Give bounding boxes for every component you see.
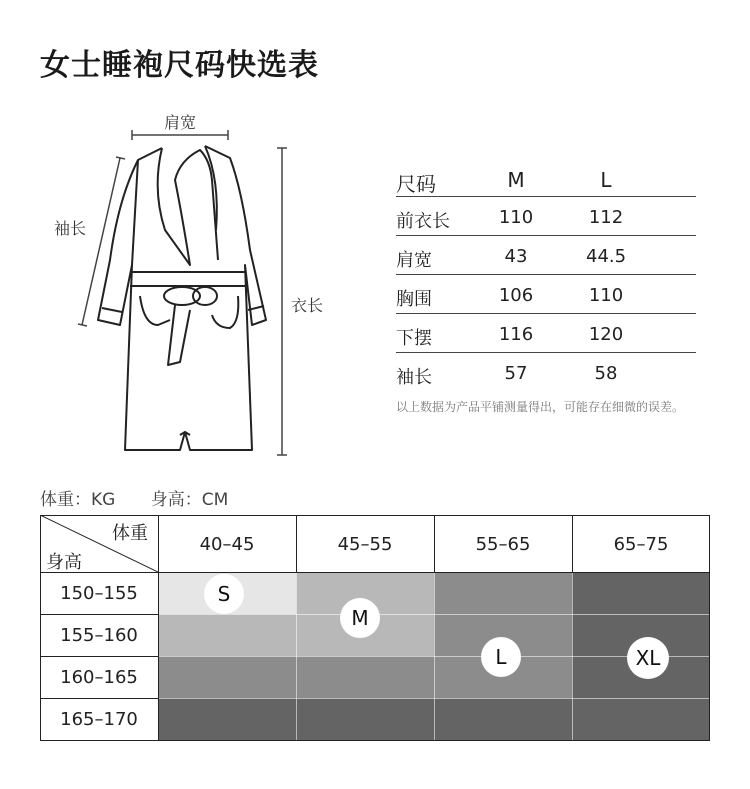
weight-col-4: 65–75	[613, 534, 669, 555]
row-label: 袖长	[396, 367, 432, 388]
units-legend	[40, 485, 258, 510]
size-badge-s: S	[204, 574, 244, 614]
robe-diagram	[40, 100, 340, 470]
value-l: 120	[588, 324, 624, 345]
value-l: 58	[594, 363, 618, 384]
height-row-1: 150–155	[60, 583, 138, 604]
height-unit: 身高：CM	[150, 490, 229, 510]
value-l: 44.5	[586, 246, 627, 267]
shoulder-width-label: 肩宽	[164, 113, 197, 132]
row-label: 前衣长	[396, 211, 450, 232]
row-label: 肩宽	[396, 250, 432, 271]
corner-weight-label: 体重	[112, 523, 148, 544]
value-m: 110	[498, 207, 534, 228]
size-badge-m: M	[340, 598, 380, 638]
weight-col-3: 55–65	[475, 534, 531, 555]
value-m: 43	[504, 246, 528, 267]
height-row-3: 160–165	[60, 667, 138, 688]
table-row	[396, 353, 696, 391]
size-selection-grid	[40, 515, 710, 741]
header-l: L	[600, 168, 612, 192]
value-m: 116	[498, 324, 534, 345]
weight-col-2: 45–55	[337, 534, 393, 555]
table-row	[396, 314, 696, 353]
table-row	[396, 197, 696, 236]
size-badge-l: L	[481, 637, 521, 677]
sleeve-length-label: 袖长	[54, 219, 87, 238]
table-row	[396, 275, 696, 314]
measurement-note: 以上数据为产品平铺测量得出，可能存在细微的误差。	[396, 400, 685, 414]
weight-col-1: 40–45	[199, 534, 255, 555]
cell-xl-zone	[572, 572, 710, 698]
body-length-label: 衣长	[291, 296, 324, 315]
size-table	[396, 158, 696, 391]
row-label: 胸围	[396, 289, 432, 310]
header-size: 尺码	[396, 172, 436, 196]
value-l: 110	[588, 285, 624, 306]
size-badge-xl: XL	[627, 637, 669, 679]
value-m: 57	[504, 363, 528, 384]
cell-m-zone-b	[158, 614, 296, 656]
value-m: 106	[498, 285, 534, 306]
corner-height-label: 身高	[46, 552, 82, 573]
height-row-2: 155–160	[60, 625, 138, 646]
height-row-4: 165–170	[60, 709, 138, 730]
weight-unit: 体重：KG	[40, 490, 116, 510]
page-title: 女士睡袍尺码快选表	[40, 48, 319, 83]
header-m: M	[507, 168, 525, 192]
size-table-header	[396, 158, 696, 197]
value-l: 112	[588, 207, 624, 228]
row-label: 下摆	[396, 328, 432, 349]
cell-l-dark	[434, 572, 572, 614]
table-row	[396, 236, 696, 275]
